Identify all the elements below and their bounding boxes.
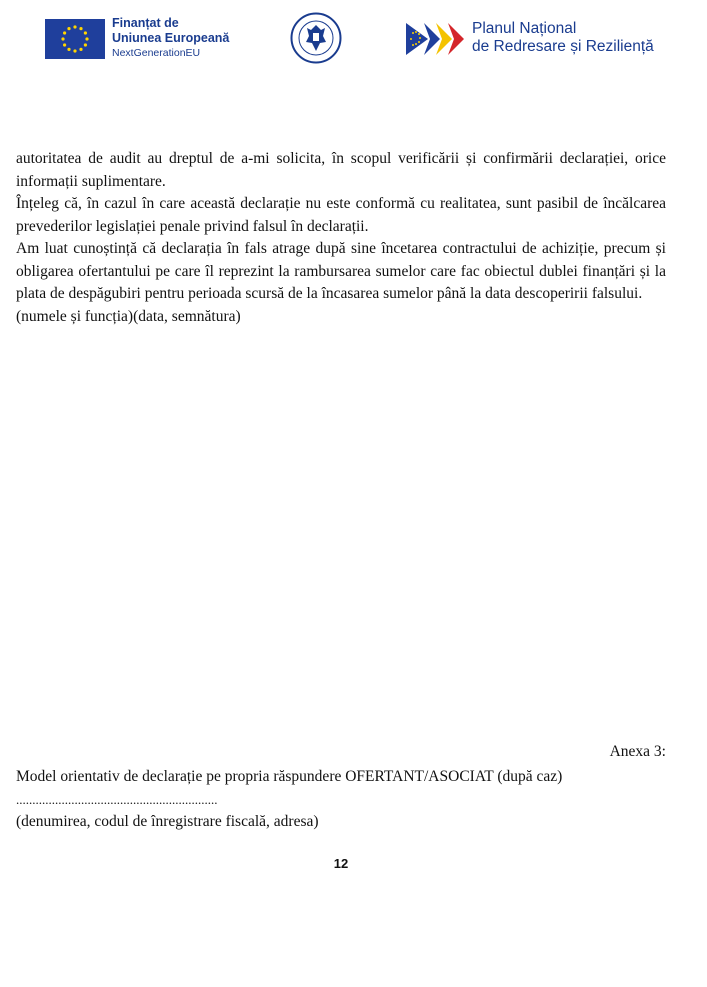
- pnrr-line-2: de Redresare și Reziliență: [472, 38, 654, 55]
- eu-funding-label: [112, 16, 229, 60]
- pnrr-logo-icon: [406, 21, 468, 57]
- paragraph-penal: Înțeleg că, în cazul în care această declarație nu este conformă cu realitatea, sunt pasibil de încălcarea prevederilor legislației penale privind falsul în declarații.: [16, 195, 666, 235]
- annex-block: [16, 766, 666, 833]
- pnrr-line-1: Planul Național: [472, 20, 577, 37]
- paragraph-false-declaration: Am luat cunoștință că declarația în fals atrage după sine încetarea contractului de achiziție, precum și obligarea ofertantului pe care îl reprezint la rambursarea sumelor care fac obiectul dublei finanțări și la plata de despăgubiri pentru perioada scursă de la încasarea sumelor până la data descoperirii falsului.: [16, 240, 666, 302]
- eu-line-2: Uniunea Europeană: [112, 31, 230, 45]
- page-number: 12: [333, 856, 349, 871]
- pnrr-label: [472, 20, 654, 56]
- declaration-body: [16, 148, 666, 328]
- eu-line-3: NextGenerationEU: [112, 47, 201, 59]
- signature-line: (numele și funcția)(data, semnătura): [16, 307, 241, 325]
- annex-label: Anexa 3:: [609, 743, 666, 760]
- annex-title: Model orientativ de declarație pe propria răspundere OFERTANT/ASOCIAT (după caz): [16, 768, 563, 785]
- eu-line-1: Finanțat de: [112, 16, 179, 30]
- paragraph-audit: autoritatea de audit au dreptul de a-mi solicita, în scopul verificării și confirmării declarației, orice informații suplimentare.: [16, 150, 666, 190]
- eu-flag-icon: [45, 19, 105, 59]
- header: [0, 12, 707, 72]
- annex-caption: (denumirea, codul de înregistrare fiscală, adresa): [16, 812, 319, 830]
- romanian-government-seal-icon: [290, 12, 342, 64]
- fill-in-dots: ..............................................................: [16, 791, 218, 807]
